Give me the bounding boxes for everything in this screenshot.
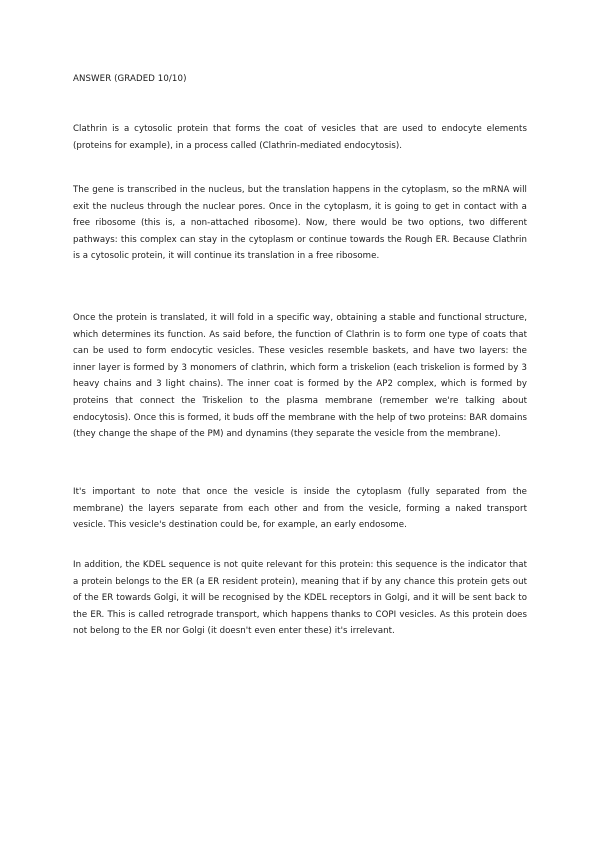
answer-heading: ANSWER (GRADED 10/10): [73, 74, 187, 84]
paragraph-vesicle-uncoating: It's important to note that once the vesicle is inside the cytoplasm (fully separated from the membrane) the layers separate from each other and from the vesicle, forming a naked transport vesicle. This vesicle's destination could be, for example, an early endosome.: [73, 487, 527, 531]
paragraph-transcription-translation: The gene is transcribed in the nucleus, but the translation happens in the cytoplasm, so the mRNA will exit the nucleus through the nuclear pores. Once in the cytoplasm, it is going to get in contact with a free ribosome (this is, a non-attached ribosome). Now, there would be two options, two different pathways: this complex can stay in the cytoplasm or continue towards the Rough ER. Because Clathrin is a cytosolic protein, it will continue its translation in a free ribosome.: [73, 185, 527, 262]
paragraph-folding-function: Once the protein is translated, it will fold in a specific way, obtaining a stable and functional structure, which determines its function. As said before, the function of Clathrin is to form one type of coats that can be used to form endocytic vesicles. These vesicles resemble baskets, and have two layers: the inner layer is formed by 3 monomers of clathrin, which form a triskelion (each triskelion is formed by 3 heavy chains and 3 light chains). The inner coat is formed by the AP2 complex, which is formed by proteins that connect the Triskelion to the plasma membrane (remember we're talking about endocytosis). Once this is formed, it buds off the membrane with the help of two proteins: BAR domains (they change the shape of the PM) and dynamins (they separate the vesicle from the membrane).: [73, 313, 527, 440]
paragraph-clathrin-definition: Clathrin is a cytosolic protein that forms the coat of vesicles that are used to endocyte elements (proteins for example), in a process called (Clathrin-mediated endocytosis).: [73, 124, 527, 151]
paragraph-kdel-sequence: In addition, the KDEL sequence is not quite relevant for this protein: this sequence is the indicator that a protein belongs to the ER (a ER resident protein), meaning that if by any chance this protein gets out of the ER towards Golgi, it will be recognised by the KDEL receptors in Golgi, and it will be sent back to the ER. This is called retrograde transport, which happens thanks to COPI vesicles. As this protein does not belong to the ER nor Golgi (it doesn't even enter these) it's irrelevant.: [73, 560, 527, 637]
